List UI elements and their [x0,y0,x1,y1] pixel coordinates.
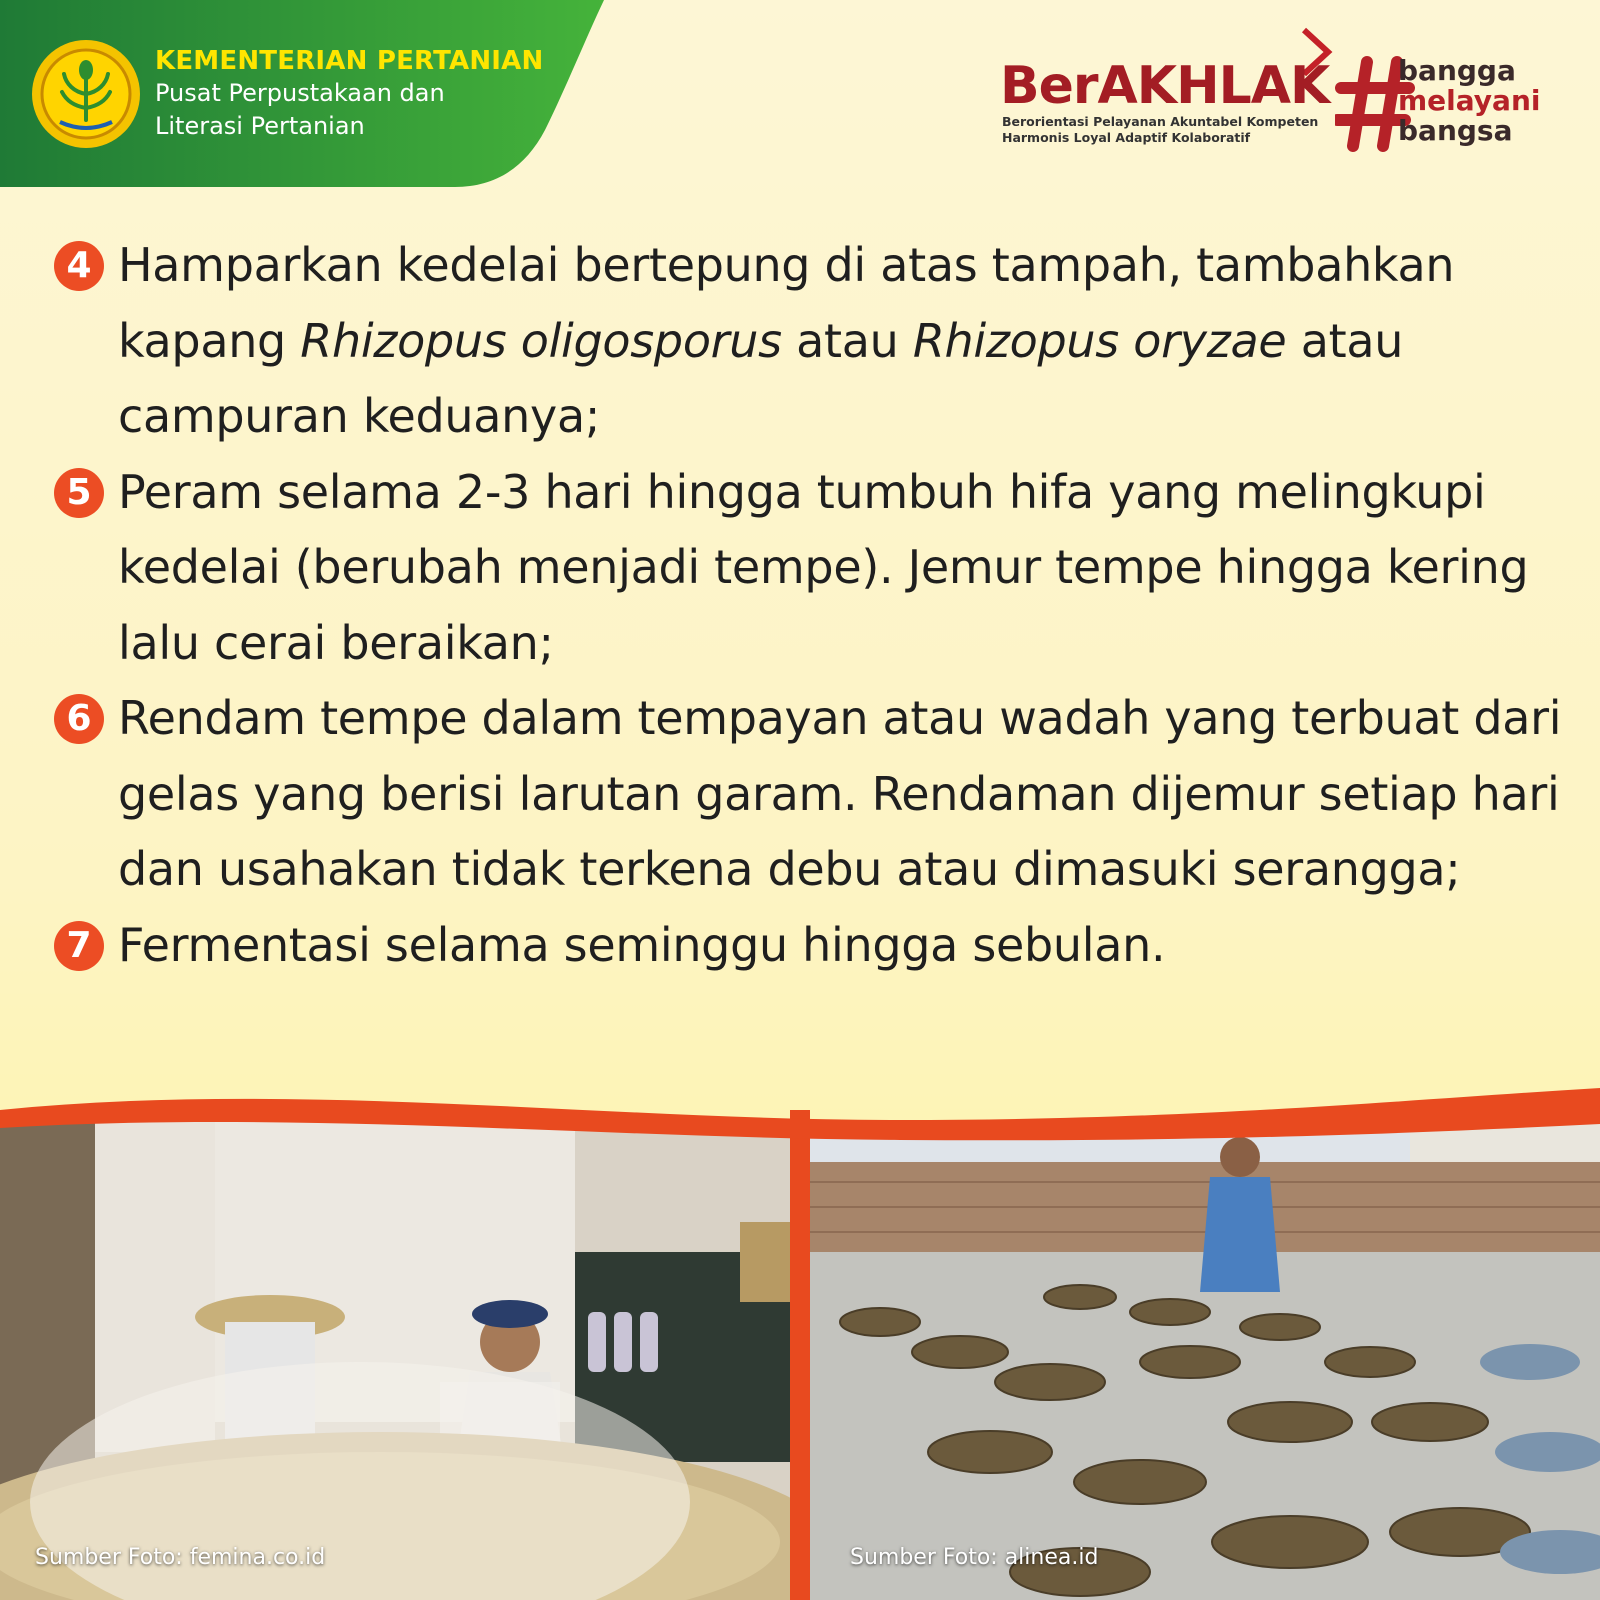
slogan-line3: bangsa [1398,114,1513,147]
step-7 [50,908,1580,984]
step-text: Rendam tempe dalam tempayan atau wadah yang terbuat dari gelas yang berisi larutan garam. Rendaman dijemur setiap hari dan usahakan tidak terkena debu atau dimasuki serangga; [118,691,1562,896]
steps-list [50,228,1580,983]
step-text: Peram selama 2-3 hari hingga tumbuh hifa yang melingkupi kedelai (berubah menjadi tempe). Jemur tempe hingga kering lalu cerai beraikan; [118,464,1529,670]
photo-soybean-processing [0,1122,790,1600]
photo-credit-left: Sumber Foto: femina.co.id [35,1545,326,1570]
photo-fermentation-jars [810,1122,1600,1600]
species-name: Rhizopus oligosporus [300,313,782,368]
brand-tagline [1002,114,1318,146]
step-number-badge: 4 [54,241,104,291]
step-text-part: atau [781,313,913,368]
ministry-logo [30,38,142,150]
slogan [1398,56,1540,146]
orange-wave [0,1080,1600,1160]
brand-tagline-line2: Harmonis Loyal Adaptif Kolaboratif [1002,130,1251,145]
step-text [118,228,1580,455]
org-name: KEMENTERIAN PERTANIAN [155,46,544,76]
berakhlak-logo [1000,26,1340,156]
org-sub-line1: Pusat Perpustakaan dan [155,79,445,107]
slogan-line1: bangga [1398,54,1516,87]
step-text-part: Hamparkan kedelai bertepung di atas tampah, tambahkan kapang [118,238,1455,368]
brand-title: BerAKHLAK [1000,56,1330,116]
step-6 [50,681,1580,908]
photo-divider [790,1110,810,1600]
step-5 [50,455,1580,682]
step-text: Fermentasi selama seminggu hingga sebulan. [118,917,1166,972]
organization-block [155,46,575,142]
brand-tagline-line1: Berorientasi Pelayanan Akuntabel Kompeten [1002,114,1319,129]
step-number-badge: 5 [54,468,104,518]
step-number-badge: 7 [54,921,104,971]
step-number-badge: 6 [54,694,104,744]
photo-credit-right: Sumber Foto: alinea.id [850,1545,1099,1570]
step-text-part: atau campuran keduanya; [118,313,1404,443]
slogan-line2: melayani [1398,84,1541,117]
species-name: Rhizopus oryzae [912,313,1287,368]
org-sub-line2: Literasi Pertanian [155,112,365,140]
step-4 [50,228,1580,455]
